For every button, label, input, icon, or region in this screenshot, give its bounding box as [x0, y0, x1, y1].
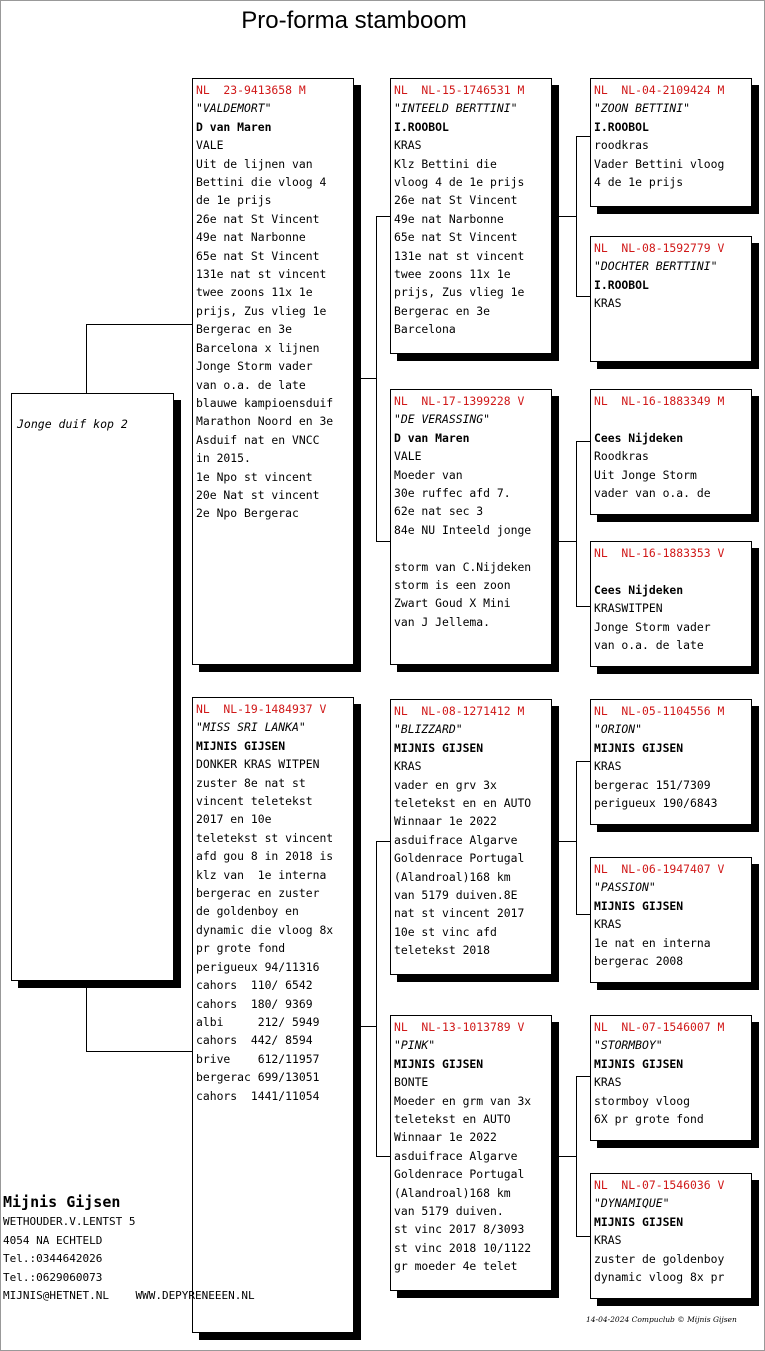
info-line: 131e nat st vincent	[196, 267, 327, 282]
breeder-name: MIJNIS GIJSEN	[196, 738, 286, 753]
ring-number: NL NL-07-1546007 M	[594, 1020, 725, 1034]
info-line: van o.a. de late	[594, 638, 704, 653]
info-line: cahors 1441/11054	[196, 1088, 320, 1103]
connector-line	[576, 441, 577, 606]
info-line: (Alandroal)168 km	[394, 1185, 511, 1200]
pigeon-name: "VALDEMORT"	[196, 101, 272, 116]
info-line: KRAS	[394, 759, 422, 774]
card-content	[591, 79, 751, 191]
info-line: van 5179 duiven.8E	[394, 888, 518, 903]
ring-number: NL NL-16-1883349 M	[594, 394, 725, 408]
info-line: Moeder van	[394, 467, 463, 482]
info-line: Bergerac en 3e	[196, 322, 293, 337]
info-line: twee zoons 11x 1e	[394, 267, 511, 282]
info-line: st vinc 2017 8/3093	[394, 1222, 525, 1237]
info-line: Vader Bettini vloog	[594, 156, 725, 171]
info-line: cahors 442/ 8594	[196, 1033, 313, 1048]
info-line: 4 de 1e prijs	[594, 175, 684, 190]
info-line: Jonge Storm vader	[196, 359, 313, 374]
connector-line	[361, 378, 376, 379]
info-line: teletekst 2018	[394, 943, 491, 958]
connector-line	[376, 841, 377, 1156]
info-line: cahors 110/ 6542	[196, 978, 313, 993]
info-line: asduifrace Algarve	[394, 832, 518, 847]
info-line: KRAS	[594, 1075, 622, 1090]
info-line: 131e nat st vincent	[394, 248, 525, 263]
page-title: Pro-forma stamboom	[241, 7, 467, 34]
info-line: van 5179 duiven.	[394, 1204, 504, 1219]
pigeon-card-grandparent[interactable]	[390, 699, 552, 975]
info-line: prijs, Zus vlieg 1e	[394, 285, 525, 300]
info-line: zuster de goldenboy	[594, 1251, 725, 1266]
pigeon-card-great-grandparent[interactable]	[590, 699, 752, 825]
info-line: stormboy vloog	[594, 1093, 691, 1108]
breeder-name: D van Maren	[196, 119, 272, 134]
info-line: 62e nat sec 3	[394, 504, 484, 519]
info-line: vader en grv 3x	[394, 777, 497, 792]
info-line: Moeder en grm van 3x	[394, 1093, 532, 1108]
pigeon-name: "PINK"	[394, 1038, 436, 1053]
connector-line	[376, 1156, 390, 1157]
info-line: KRAS	[594, 296, 622, 311]
pigeon-card-great-grandparent[interactable]	[590, 1173, 752, 1299]
ring-number: NL NL-17-1399228 V	[394, 394, 525, 408]
card-content	[391, 1016, 551, 1276]
connector-line	[576, 606, 590, 607]
card-content	[591, 542, 751, 654]
connector-line	[86, 1051, 192, 1052]
info-line: Winnaar 1e 2022	[394, 814, 497, 829]
info-line: teletekst en AUTO	[394, 1112, 511, 1127]
info-line: 26e nat St Vincent	[394, 193, 518, 208]
info-line: albi 212/ 5949	[196, 1014, 320, 1029]
info-line: gr moeder 4e telet	[394, 1259, 518, 1274]
pigeon-name: "DOCHTER BERTTINI"	[594, 259, 718, 274]
pigeon-name: "DE VERASSING"	[394, 412, 491, 427]
info-line: dynamic vloog 8x pr	[594, 1270, 725, 1285]
info-line: KRAS	[394, 138, 422, 153]
info-line: 30e ruffec afd 7.	[394, 486, 511, 501]
connector-line	[559, 841, 576, 842]
info-line: storm is een zoon	[394, 578, 511, 593]
info-line: van o.a. de late	[196, 377, 306, 392]
owner-name: Mijnis Gijsen	[3, 1193, 121, 1211]
info-line: KRAS	[594, 917, 622, 932]
connector-line	[576, 136, 590, 137]
info-line: vader van o.a. de	[594, 486, 711, 501]
owner-phone: Tel.:0344642026	[3, 1252, 103, 1266]
info-line: afd gou 8 in 2018 is	[196, 849, 334, 864]
info-line: twee zoons 11x 1e	[196, 285, 313, 300]
info-line: storm van C.Nijdeken	[394, 559, 532, 574]
info-line: zuster 8e nat st	[196, 775, 306, 790]
info-line: KRAS	[594, 759, 622, 774]
card-content	[591, 390, 751, 502]
info-line: bergerac 151/7309	[594, 777, 711, 792]
spacer	[594, 562, 751, 580]
info-line: 65e nat St Vincent	[196, 248, 320, 263]
info-line: Jonge Storm vader	[594, 619, 711, 634]
info-line: BONTE	[394, 1075, 429, 1090]
ring-number: NL NL-16-1883353 V	[594, 546, 725, 560]
connector-line	[576, 1076, 590, 1077]
info-line: van J Jellema.	[394, 614, 491, 629]
card-content	[591, 1016, 751, 1128]
connector-line	[376, 541, 390, 542]
info-line: Bettini die vloog 4	[196, 175, 327, 190]
subject-card[interactable]	[11, 393, 174, 981]
pigeon-card-grandparent[interactable]	[390, 389, 552, 665]
pigeon-name: "MISS SRI LANKA"	[196, 720, 306, 735]
breeder-name: I.ROOBOL	[594, 277, 649, 292]
breeder-name: MIJNIS GIJSEN	[594, 740, 684, 755]
owner-block	[3, 1191, 255, 1306]
breeder-name: Cees Nijdeken	[594, 582, 684, 597]
breeder-name: MIJNIS GIJSEN	[394, 1056, 484, 1071]
info-line: DONKER KRAS WITPEN	[196, 757, 320, 772]
owner-phone: Tel.:0629060073	[3, 1270, 103, 1284]
pigeon-card-great-grandparent[interactable]	[590, 857, 752, 983]
connector-line	[576, 1076, 577, 1236]
ring-number: NL NL-07-1546036 V	[594, 1178, 725, 1192]
info-line: cahors 180/ 9369	[196, 996, 313, 1011]
breeder-name: MIJNIS GIJSEN	[594, 1214, 684, 1229]
info-line: teletekst en en AUTO	[394, 796, 532, 811]
connector-line	[86, 324, 87, 393]
breeder-name: MIJNIS GIJSEN	[594, 1056, 684, 1071]
info-line: teletekst st vincent	[196, 830, 334, 845]
pigeon-name: "ORION"	[594, 722, 643, 737]
info-line: dynamic die vloog 8x	[196, 922, 334, 937]
info-line: de goldenboy en	[196, 904, 299, 919]
info-line: VALE	[394, 449, 422, 464]
info-line: Uit Jonge Storm	[594, 467, 697, 482]
info-line: 1e Npo st vincent	[196, 469, 313, 484]
info-line: 26e nat St Vincent	[196, 211, 320, 226]
connector-line	[559, 1156, 576, 1157]
info-line: Klz Bettini die	[394, 156, 497, 171]
info-line: KRAS	[594, 1233, 622, 1248]
connector-line	[576, 761, 577, 914]
info-line: Goldenrace Portugal	[394, 1167, 525, 1182]
info-line: in 2015.	[196, 451, 251, 466]
info-line: brive 612/11957	[196, 1051, 320, 1066]
card-content	[391, 79, 551, 339]
info-line: vincent teletekst	[196, 794, 313, 809]
card-content	[391, 390, 551, 631]
breeder-name: D van Maren	[394, 430, 470, 445]
info-line: KRASWITPEN	[594, 601, 663, 616]
ring-number: NL NL-08-1592779 V	[594, 241, 725, 255]
info-line: blauwe kampioensduif	[196, 395, 334, 410]
ring-number: NL NL-06-1947407 V	[594, 862, 725, 876]
subject-name: Jonge duif kop 2	[17, 417, 128, 431]
pigeon-name: "INTEELD BERTTINI"	[394, 101, 518, 116]
connector-line	[86, 324, 192, 325]
connector-line	[576, 761, 590, 762]
info-line: Asduif nat en VNCC	[196, 432, 320, 447]
card-content	[193, 79, 353, 523]
pigeon-card-great-grandparent[interactable]	[590, 389, 752, 515]
info-line: pr grote fond	[196, 941, 286, 956]
info-line: asduifrace Algarve	[394, 1148, 518, 1163]
card-content	[193, 698, 353, 1105]
ring-number: NL NL-15-1746531 M	[394, 83, 525, 97]
pigeon-name: "BLIZZARD"	[394, 722, 463, 737]
info-line: Goldenrace Portugal	[394, 851, 525, 866]
info-line: (Alandroal)168 km	[394, 869, 511, 884]
pigeon-card-grandparent[interactable]	[390, 78, 552, 354]
info-line: Zwart Goud X Mini	[394, 596, 511, 611]
ring-number: NL NL-19-1484937 V	[196, 702, 327, 716]
pigeon-name: "DYNAMIQUE"	[594, 1196, 670, 1211]
info-line: 84e NU Inteeld jonge	[394, 522, 532, 537]
breeder-name: I.ROOBOL	[594, 119, 649, 134]
connector-line	[376, 216, 377, 541]
breeder-name: I.ROOBOL	[394, 119, 449, 134]
info-line: de 1e prijs	[196, 193, 272, 208]
connector-line	[576, 136, 577, 296]
info-line: 1e nat en interna	[594, 935, 711, 950]
info-line: 49e nat Narbonne	[394, 211, 504, 226]
info-line: Marathon Noord en 3e	[196, 414, 334, 429]
connector-line	[576, 296, 590, 297]
info-line: Barcelona x lijnen	[196, 340, 320, 355]
info-line: klz van 1e interna	[196, 867, 327, 882]
info-line: Roodkras	[594, 449, 649, 464]
footer-credit: 14-04-2024 Compuclub © Mijnis Gijsen	[586, 1315, 737, 1324]
connector-line	[376, 841, 390, 842]
info-line: 6X pr grote fond	[594, 1112, 704, 1127]
info-line: 20e Nat st vincent	[196, 487, 320, 502]
info-line: Uit de lijnen van	[196, 156, 313, 171]
info-line: nat st vincent 2017	[394, 906, 525, 921]
pigeon-card-great-grandparent[interactable]	[590, 236, 752, 362]
pigeon-card-great-grandparent[interactable]	[590, 78, 752, 207]
owner-contact: MIJNIS@HETNET.NL WWW.DEPYRENEEEN.NL	[3, 1289, 255, 1303]
connector-line	[576, 1236, 590, 1237]
card-content	[591, 700, 751, 812]
breeder-name: Cees Nijdeken	[594, 430, 684, 445]
info-line: 2017 en 10e	[196, 812, 272, 827]
pigeon-name: "PASSION"	[594, 880, 656, 895]
info-line: Winnaar 1e 2022	[394, 1130, 497, 1145]
connector-line	[559, 216, 576, 217]
pigeon-name: "ZOON BETTINI"	[594, 101, 691, 116]
info-line: 49e nat Narbonne	[196, 230, 306, 245]
connector-line	[86, 988, 87, 1051]
card-content	[391, 700, 551, 960]
ring-number: NL 23-9413658 M	[196, 83, 306, 97]
info-line: roodkras	[594, 138, 649, 153]
breeder-name: MIJNIS GIJSEN	[394, 740, 484, 755]
pigeon-card-grandparent[interactable]	[390, 1015, 552, 1291]
info-line: st vinc 2018 10/1122	[394, 1240, 532, 1255]
info-line: perigueux 94/11316	[196, 959, 320, 974]
card-content	[591, 858, 751, 970]
pigeon-card-sire[interactable]	[192, 78, 354, 665]
info-line	[394, 539, 551, 557]
info-line: 2e Npo Bergerac	[196, 506, 299, 521]
info-line: Barcelona	[394, 322, 456, 337]
connector-line	[576, 914, 590, 915]
connector-line	[576, 441, 590, 442]
info-line: bergerac 2008	[594, 954, 684, 969]
pigeon-name: "STORMBOY"	[594, 1038, 663, 1053]
info-line: bergerac en zuster	[196, 886, 320, 901]
info-line: VALE	[196, 138, 224, 153]
pigeon-card-great-grandparent[interactable]	[590, 1015, 752, 1141]
info-line: 10e st vinc afd	[394, 924, 497, 939]
card-content	[591, 237, 751, 313]
breeder-name: MIJNIS GIJSEN	[594, 898, 684, 913]
ring-number: NL NL-05-1104556 M	[594, 704, 725, 718]
ring-number: NL NL-13-1013789 V	[394, 1020, 525, 1034]
info-line: perigueux 190/6843	[594, 796, 718, 811]
owner-address: WETHOUDER.V.LENTST 5	[3, 1215, 136, 1228]
info-line: bergerac 699/13051	[196, 1070, 320, 1085]
connector-line	[559, 541, 576, 542]
owner-city: 4054 NA ECHTELD	[3, 1233, 103, 1247]
connector-line	[361, 1026, 376, 1027]
pigeon-card-great-grandparent[interactable]	[590, 541, 752, 667]
info-line: prijs, Zus vlieg 1e	[196, 303, 327, 318]
connector-line	[376, 216, 390, 217]
info-line: vloog 4 de 1e prijs	[394, 175, 525, 190]
card-content	[591, 1174, 751, 1286]
spacer	[594, 410, 751, 428]
info-line: 65e nat St Vincent	[394, 230, 518, 245]
info-line: Bergerac en 3e	[394, 303, 491, 318]
ring-number: NL NL-04-2109424 M	[594, 83, 725, 97]
ring-number: NL NL-08-1271412 M	[394, 704, 525, 718]
